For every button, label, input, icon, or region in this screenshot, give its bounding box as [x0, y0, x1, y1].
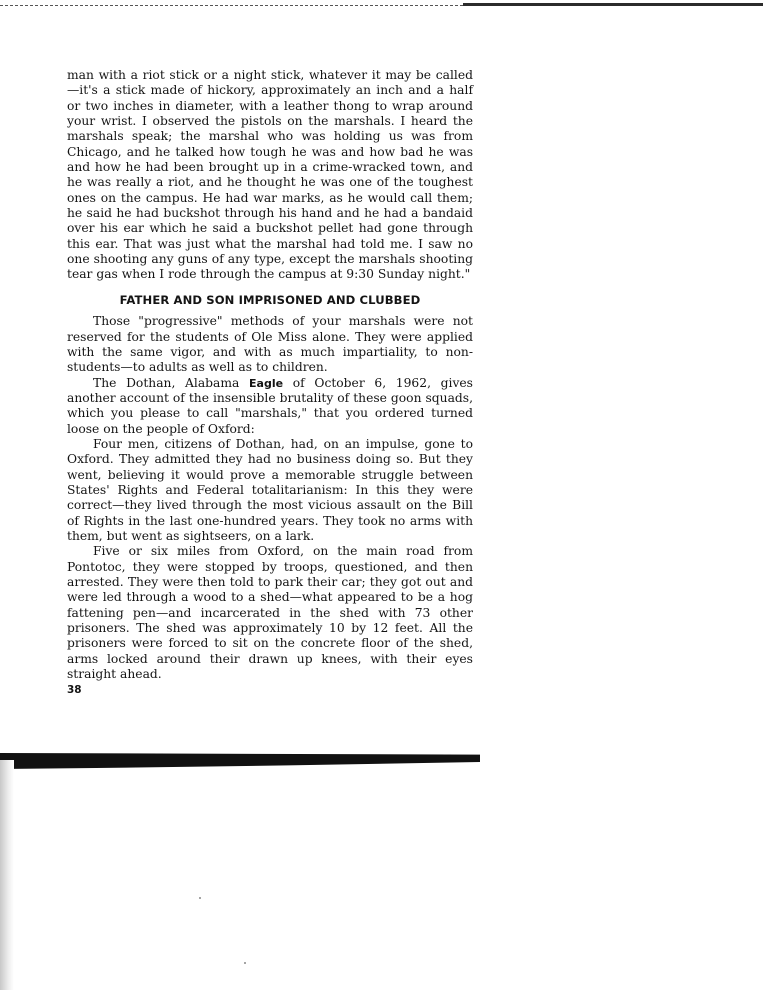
page-number: 38: [67, 684, 82, 696]
paragraph-five-miles: Five or six miles from Oxford, on the main road from Pontotoc, they were stopped by troops, questioned, and then arrested. They were then told to park their car; they got out and were led through a wood to a shed—what appeared to be a hog fattening pen—and incarcerated in the shed with 73 other prisoners. The shed was approximately 10 by 12 feet. All the prisoners were forced to sit on the concrete floor of the shed, arms locked around their drawn up knees, with their eyes straight ahead.: [67, 544, 473, 682]
dothan-eagle-text-before: The Dothan, Alabama: [93, 375, 250, 390]
document-text: [67, 68, 473, 682]
paragraph-four-men: Four men, citizens of Dothan, had, on an impulse, gone to Oxford. They admitted they had no business doing so. But they went, believing it would prove a memorable struggle between States' Rights and Federal totalitarianism: In this they were correct—they lived through the most vicious assault on the Bill of Rights in the last one-hundred years. They took no arms with them, but went as sightseers, on a lark.: [67, 436, 473, 543]
paragraph-dothan-eagle: [67, 376, 473, 437]
scan-dark-edge: [0, 753, 480, 773]
scan-speck: [199, 897, 201, 899]
scan-left-shadow: [0, 760, 14, 990]
section-heading: FATHER AND SON IMPRISONED AND CLUBBED: [119, 292, 421, 307]
paragraph-testimony-end: man with a riot stick or a night stick, whatever it may be called—it's a stick made of hickory, approximately an inch and a half or two inches in diameter, with a leather thong to wrap around your wrist. I observed the pistols on the marshals. I heard the marshals speak; the marshal who was holding us was from Chicago, and he talked how tough he was and how bad he was and how he had been brought up in a crime-wracked town, and he was really a riot, and he thought he was one of the toughest ones on the campus. He had war marks, as he would call them; he said he had buckshot through his hand and he had a bandaid over his ear which he said a buckshot pellet had gone through this ear. That was just what the marshal had told me. I saw no one shooting any guns of any type, except the marshals shooting tear gas when I rode through the campus at 9:30 Sunday night.": [67, 68, 473, 282]
page-top-edge-shadow: [463, 3, 763, 6]
scan-speck: [244, 962, 246, 964]
newspaper-name: Eagle: [249, 376, 284, 390]
dothan-eagle-text-after: of October 6, 1962, gives another account of the insensible brutality of these goon squads, which you please to call "marshals," that you ordered turned loose on the people of Oxford:: [67, 375, 473, 436]
paragraph-progressive-methods: Those "progressive" methods of your marshals were not reserved for the students of Ole Miss alone. They were applied with the same vigor, and with as much impartiality, to non-students—to adults as well as to children.: [67, 314, 473, 375]
